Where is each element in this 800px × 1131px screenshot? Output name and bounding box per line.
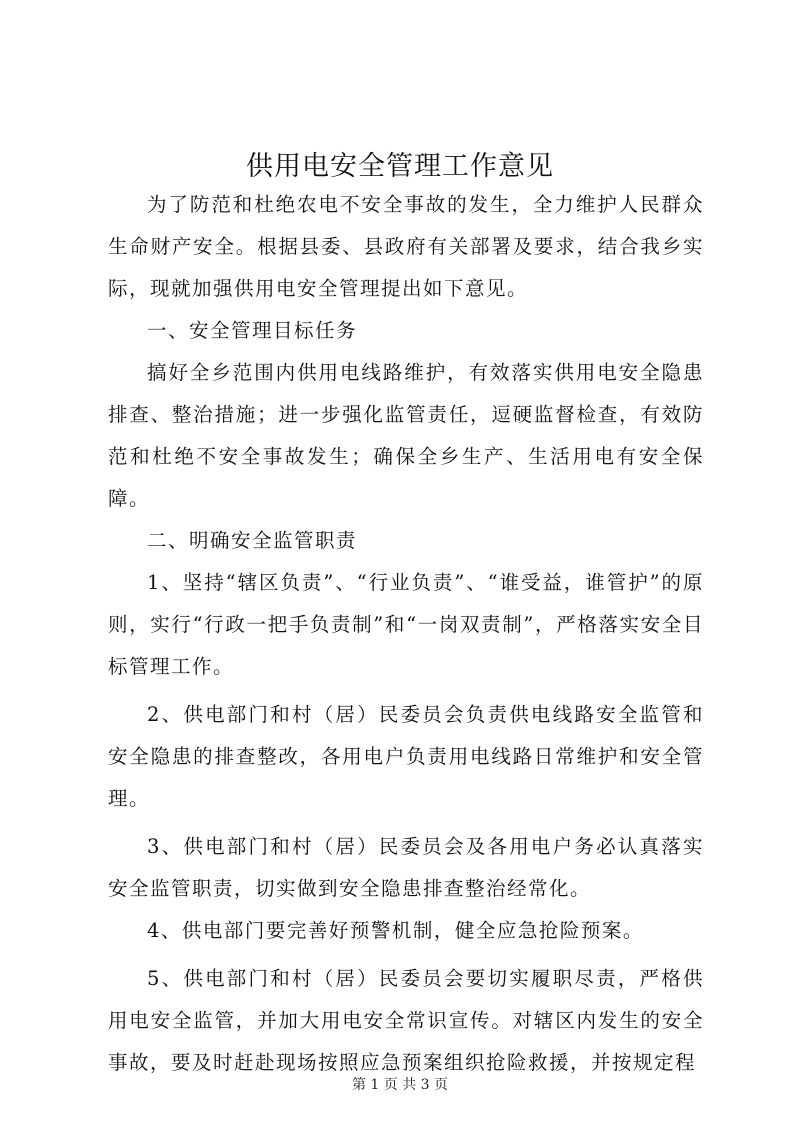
item-4-paragraph: 4、供电部门要完善好预警机制，健全应急抢险预案。 (147, 919, 644, 942)
item-3-paragraph: 3、供电部门和村（居）民委员会及各用电户务必认真落实安全监管职责，切实做到安全隐患排查整治经常化。 (108, 835, 704, 900)
item-2-paragraph: 2、供电部门和村（居）民委员会负责供电线路安全监管和安全隐患的排查整改，各用电户负责用电线路日常维护和安全管理。 (108, 703, 704, 810)
section-2-heading: 二、明确安全监管职责 (147, 529, 358, 552)
document-title: 供用电安全管理工作意见 (246, 151, 554, 182)
section-1-paragraph: 搞好全乡范围内供用电线路维护，有效落实供用电安全隐患排查、整治措施；进一步强化监管责任，逗硬监督检查，有效防范和杜绝不安全事故发生；确保全乡生产、生活用电有安全保障。 (108, 361, 704, 510)
document-body (108, 184, 704, 1084)
intro-paragraph: 为了防范和杜绝农电不安全事故的发生，全力维护人民群众生命财产安全。根据县委、县政府有关部署及要求，结合我乡实际，现就加强供用电安全管理提出如下意见。 (108, 193, 704, 300)
section-1-heading: 一、安全管理目标任务 (147, 319, 358, 342)
item-1-paragraph: 1、坚持“辖区负责”、“行业负责”、“谁受益，谁管护”的原则，实行“行政一把手负责制”和“一岗双责制”，严格落实安全目标管理工作。 (108, 571, 704, 678)
page-footer: 第 1 页 共 3 页 (351, 1077, 449, 1093)
item-5-paragraph: 5、供电部门和村（居）民委员会要切实履职尽责，严格供用电安全监管，并加大用电安全常识宣传。对辖区内发生的安全事故，要及时赶赴现场按照应急预案组织抢险救援，并按规定程 (108, 967, 704, 1074)
